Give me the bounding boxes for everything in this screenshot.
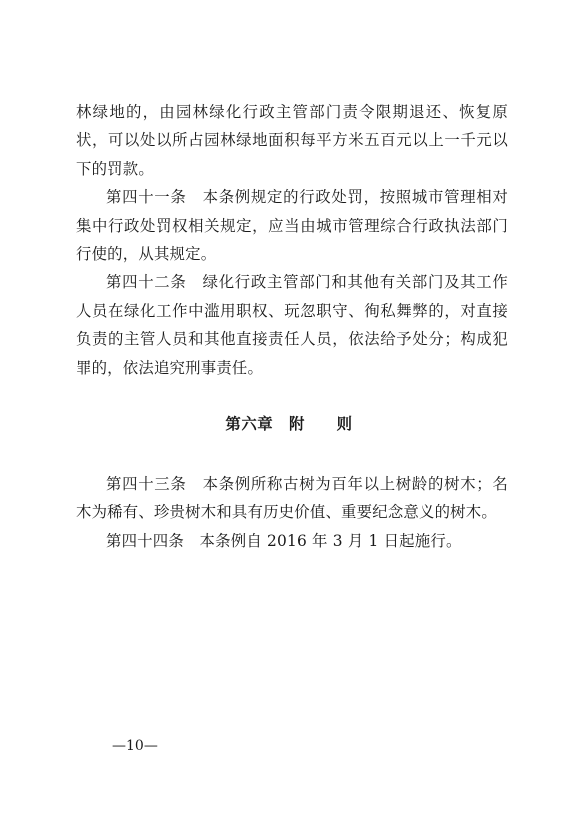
paragraph-article-42: 第四十二条 绿化行政主管部门和其他有关部门及其工作人员在绿化工作中滥用职权、玩忽职守、徇私舞弊的，对直接负责的主管人员和其他直接责任人员，依法给予处分；构成犯罪的，依法追究刑事责任。: [76, 273, 508, 377]
paragraph-article-44: 第四十四条 本条例自 2016 年 3 月 1 日起施行。: [106, 531, 462, 550]
page-number: —10—: [112, 738, 158, 754]
document-body-upper: [76, 98, 508, 382]
paragraph-article-43: 第四十三条 本条例所称古树为百年以上树龄的树木；名木为稀有、珍贵树木和具有历史价值、重要纪念意义的树木。: [76, 475, 508, 522]
document-body-lower: [76, 470, 508, 555]
paragraph-penalty-continuation: 林绿地的，由园林绿化行政主管部门责令限期退还、恢复原状，可以处以所占园林绿地面积每平方米五百元以上一千元以下的罚款。: [76, 103, 508, 178]
paragraph-article-41: 第四十一条 本条例规定的行政处罚，按照城市管理相对集中行政处罚权相关规定，应当由城市管理综合行政执法部门行使的，从其规定。: [76, 188, 508, 264]
chapter-heading: 第六章 附 则: [225, 415, 353, 433]
